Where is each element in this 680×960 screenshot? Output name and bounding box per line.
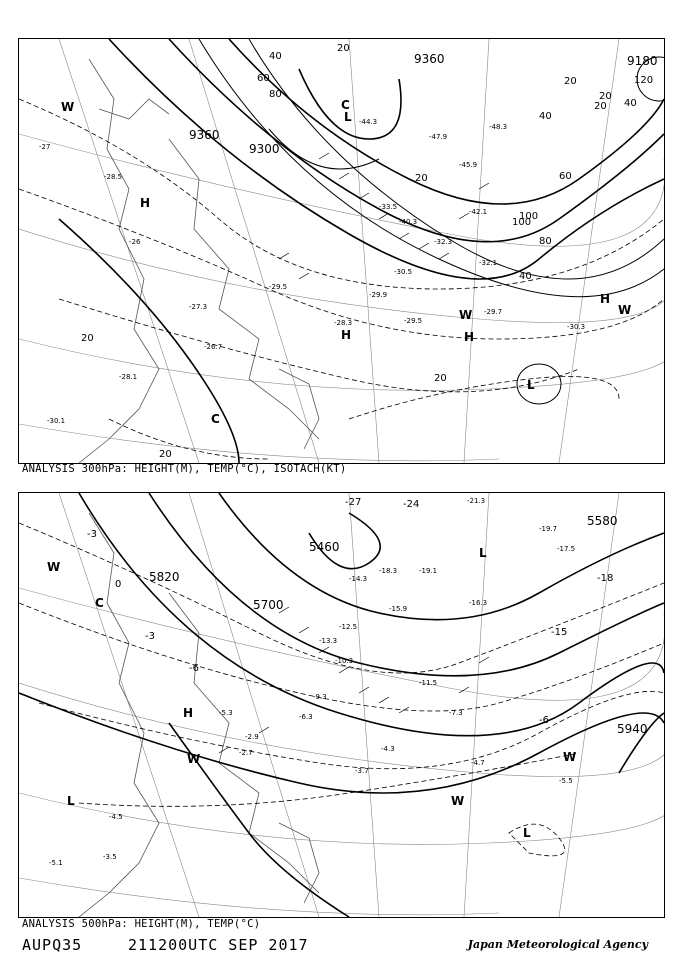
isotach-label: 100 — [512, 217, 532, 228]
temp-contour-label: -15 — [551, 627, 568, 638]
warm-center-marker: W — [187, 752, 201, 766]
temp-value: -4.5 — [109, 813, 123, 821]
temp-value: -30.3 — [567, 323, 586, 331]
temp-contour-label: 0 — [115, 579, 122, 590]
valid-time: 211200UTC SEP 2017 — [128, 936, 309, 954]
temp-value: -26.7 — [204, 343, 223, 351]
temp-value: -27 — [39, 143, 51, 151]
temp-value: -21.3 — [467, 497, 486, 505]
temp-value: -29.5 — [404, 317, 423, 325]
temp-value: -4.3 — [381, 745, 395, 753]
wind-barbs — [279, 153, 489, 279]
temp-value: -29.9 — [369, 291, 388, 299]
height-label: 9360 — [414, 52, 445, 66]
isotach-label: 120 — [634, 75, 654, 86]
warm-center-marker: W — [61, 100, 75, 114]
temp-value: -14.3 — [349, 575, 368, 583]
temp-value: -5.5 — [559, 777, 573, 785]
temp-value: -47.9 — [429, 133, 448, 141]
temp-value: -4.7 — [471, 759, 485, 767]
temp-contour-label: -3 — [87, 529, 97, 540]
high-pressure-marker: H — [183, 706, 194, 720]
caption-500hpa: ANALYSIS 500hPa: HEIGHT(M), TEMP(°C) — [22, 918, 261, 930]
chart-footer — [0, 934, 680, 958]
temp-value: -42.1 — [469, 208, 488, 216]
isotach-label: 20 — [81, 333, 94, 344]
low-pressure-marker: L — [527, 378, 535, 392]
temp-value: -19.7 — [539, 525, 558, 533]
isotach-label: 20 — [599, 91, 612, 102]
isotach-label: 20 — [564, 76, 577, 87]
temp-value: -2.7 — [239, 749, 253, 757]
map-500hpa-canvas — [19, 493, 664, 917]
high-pressure-marker: H — [341, 328, 352, 342]
height-label: 5700 — [253, 598, 284, 612]
warm-center-marker: W — [451, 794, 465, 808]
temp-value: -28.5 — [104, 173, 123, 181]
isotach-label: 80 — [269, 89, 282, 100]
temp-contour-label: -6 — [189, 663, 199, 674]
temp-value: -6.3 — [299, 713, 313, 721]
warm-center-marker: W — [47, 560, 61, 574]
temp-value: -27.3 — [189, 303, 208, 311]
temp-contour-label: -27 — [345, 497, 362, 508]
isotach-label: 40 — [269, 51, 282, 62]
temp-value: -30.1 — [47, 417, 66, 425]
temp-value: -26 — [129, 238, 141, 246]
height-label: 5460 — [309, 540, 340, 554]
temp-value: -2.9 — [245, 733, 259, 741]
temp-value: -9.3 — [313, 693, 327, 701]
isotach-label: 100 — [519, 211, 539, 222]
temp-value: -40.3 — [399, 218, 418, 226]
temp-value: -48.3 — [489, 123, 508, 131]
height-label: 9360 — [189, 128, 220, 142]
temp-value: -29.5 — [269, 283, 288, 291]
isotach-label: 40 — [519, 271, 532, 282]
low-pressure-marker: L — [523, 826, 531, 840]
high-pressure-marker: H — [140, 196, 151, 210]
low-pressure-marker: L — [344, 110, 352, 124]
warm-center-marker: W — [618, 303, 632, 317]
temp-value: -32.3 — [434, 238, 453, 246]
warm-center-marker: W — [563, 750, 577, 764]
isotach-label: 20 — [594, 101, 607, 112]
temp-value: -28.3 — [334, 319, 353, 327]
temp-value: -7.3 — [449, 709, 463, 717]
chart-id: AUPQ35 — [22, 936, 83, 954]
height-label: 5940 — [617, 722, 648, 736]
temp-value: -17.5 — [557, 545, 576, 553]
isotherms — [19, 523, 664, 856]
temp-value: -32.1 — [479, 259, 498, 267]
isotach-label: 40 — [624, 98, 637, 109]
temp-contour-label: -3 — [145, 631, 155, 642]
isotach-label: 60 — [559, 171, 572, 182]
map-300hpa-canvas — [19, 39, 664, 463]
temp-value: -45.9 — [459, 161, 478, 169]
map-300hpa — [18, 38, 665, 464]
temp-value: -19.1 — [419, 567, 438, 575]
coastline — [79, 59, 319, 463]
height-label: 5580 — [587, 514, 618, 528]
map-500hpa — [18, 492, 665, 918]
temp-value: -3.5 — [103, 853, 117, 861]
height-label: 9180 — [627, 54, 658, 68]
temp-value: -33.5 — [379, 203, 398, 211]
isotach-label: 20 — [159, 449, 172, 460]
temp-value: -18.3 — [379, 567, 398, 575]
isotach-label: 40 — [539, 111, 552, 122]
temp-value: -3.7 — [355, 767, 369, 775]
temp-contour-label: -18 — [597, 573, 614, 584]
cold-center-marker: C — [95, 596, 104, 610]
temp-value: -5.1 — [49, 859, 63, 867]
temp-value: -10.3 — [335, 657, 354, 665]
temp-value: -28.1 — [119, 373, 138, 381]
isotach-label: 80 — [539, 236, 552, 247]
temp-value: -16.3 — [469, 599, 488, 607]
temp-value: -5.3 — [219, 709, 233, 717]
cold-center-marker: C — [211, 412, 220, 426]
low-pressure-marker: L — [479, 546, 487, 560]
isotach-label: 20 — [415, 173, 428, 184]
isotach-label: 20 — [337, 43, 350, 54]
height-label: 9300 — [249, 142, 280, 156]
high-pressure-marker: H — [464, 330, 475, 344]
agency-credit: Japan Meteorological Agency — [467, 938, 648, 951]
temp-value: -15.9 — [389, 605, 408, 613]
temp-value: -13.3 — [319, 637, 338, 645]
warm-center-marker: W — [459, 308, 473, 322]
height-label: 5820 — [149, 570, 180, 584]
isotach-label: 20 — [434, 373, 447, 384]
high-pressure-marker: H — [600, 292, 611, 306]
temp-contour-label: -6 — [539, 715, 549, 726]
temp-value: -12.5 — [339, 623, 358, 631]
cold-center-marker: C — [341, 98, 350, 112]
temp-value: -29.7 — [484, 308, 503, 316]
temp-value: -11.5 — [419, 679, 438, 687]
low-pressure-marker: L — [67, 794, 75, 808]
height-contours — [59, 39, 664, 463]
temp-value: -44.3 — [359, 118, 378, 126]
isotach-label: 60 — [257, 73, 270, 84]
caption-300hpa: ANALYSIS 300hPa: HEIGHT(M), TEMP(°C), ISOTACH(KT) — [22, 463, 347, 475]
temp-value: -30.5 — [394, 268, 413, 276]
temp-contour-label: -24 — [403, 499, 420, 510]
